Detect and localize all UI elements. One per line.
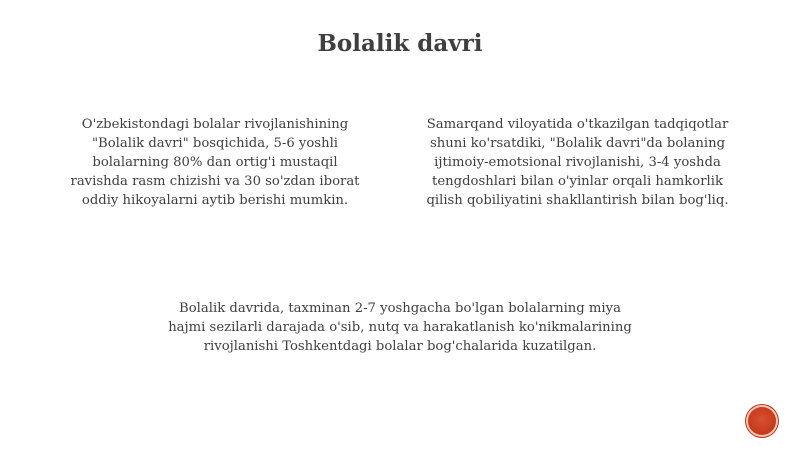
left-paragraph-line: ravishda rasm chizishi va 30 so'zdan iborat: [70, 174, 360, 189]
left-paragraph-line: oddiy hikoyalarni aytib berishi mumkin.: [81, 193, 349, 208]
right-paragraph-line: Samarqand viloyatida o'tkazilgan tadqiqotlar: [426, 117, 729, 132]
right-paragraph: [405, 115, 750, 210]
left-paragraph-line: bolalarning 80% dan ortig'i mustaqil: [92, 155, 338, 170]
red-circle-icon[interactable]: [748, 407, 776, 435]
right-paragraph-line: tengdoshlari bilan o'yinlar orqali hamkorlik: [432, 174, 723, 189]
slide-title: Bolalik davri: [317, 30, 483, 57]
right-paragraph-line: ijtimoiy-emotsional rivojlanishi, 3-4 yoshda: [434, 155, 721, 170]
bottom-paragraph-line: rivojlanishi Toshkentdagi bolalar bog'chalarida kuzatilgan.: [203, 339, 597, 354]
right-paragraph-line: qilish qobiliyatini shakllantirish bilan bog'liq.: [426, 193, 729, 208]
bottom-paragraph: [140, 299, 660, 356]
right-paragraph-line: shuni ko'rsatdiki, "Bolalik davri"da bolaning: [429, 136, 726, 151]
left-paragraph-line: "Bolalik davri" bosqichida, 5-6 yoshli: [91, 136, 339, 151]
left-paragraph: [55, 115, 375, 210]
bottom-paragraph-line: hajmi sezilarli darajada o'sib, nutq va harakatlanish ko'nikmalarining: [168, 320, 632, 335]
bottom-paragraph-line: Bolalik davrida, taxminan 2-7 yoshgacha bo'lgan bolalarning miya: [179, 301, 621, 316]
left-paragraph-line: O'zbekistondagi bolalar rivojlanishining: [81, 117, 349, 132]
